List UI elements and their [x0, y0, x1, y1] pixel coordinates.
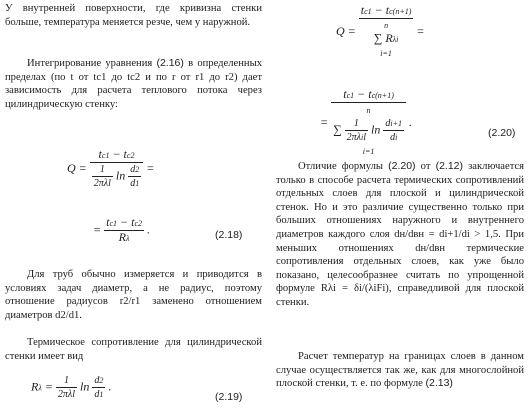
- equation-number-2-20: (2.20): [488, 127, 516, 139]
- paragraph-difference: [276, 160, 524, 310]
- integration-intro: Интегрирование уравнения: [27, 58, 153, 69]
- equation-2-20-form2: = tc1 − tc(n+1) n ∑ $\frac{1}{\text{2πλil}}$ ln $\frac{di+1}{di}$ i=1 .: [320, 87, 412, 156]
- equation-2-20-form1: Q = tc1 − tc(n+1) $^n$ ∑ Rλi i=1 =: [336, 3, 425, 58]
- ref-2-16: (2.16): [156, 57, 184, 69]
- difference-text: заключается только в способе расчета термических сопротивлений отдельных слоев для плоской и цилиндрической стенок. Но и это различие существенно только при больших отношениях наружного и внутреннего диаметров каждого слоя dн/dвн = di+1/di > 1,5. При меньших отношениях dн/dвн термические сопротивления отдельных слоев, как уже было показано, целесообразнее считать по упрощенной формуле Rλi = δi/(λiFi), справедливой для плоской стенки.: [276, 161, 525, 308]
- paragraph-layer-temperatures: [276, 350, 524, 391]
- paragraph-integration: [5, 57, 262, 111]
- ref-2-20: (2.20): [388, 160, 416, 172]
- paragraph-thermal-resistance: Термическое сопротивление для цилиндрической стенки имеет вид: [5, 337, 262, 362]
- equation-2-18-line2: = $\frac{tc1 - tc2}{R\lambda}$ .: [93, 215, 151, 244]
- equation-2-18-line1: Q = tc1 − tc2 $\frac{1}{\text{2πλl}}$ ln $\frac{d2}{d1}$ =: [67, 147, 155, 189]
- equation-number-2-19: (2.19): [215, 391, 243, 403]
- layer-temperatures-text: Расчет температур на границах слоев в данном случае осуществляется так же, как для многослойной плоской стенки, т. е. по формуле: [276, 351, 524, 390]
- ref-2-12: (2.12): [435, 160, 464, 172]
- integration-text: в определенных пределах (по t от tc1 до tc2 и по r от r1 до r2) дает зависимость для расчета теплового потока через цилиндрическую стенку:: [5, 58, 262, 110]
- ref-2-13: (2.13): [425, 377, 453, 390]
- equation-2-19: Rλ = $\frac{1}{\text{2πλl}}$ ln $\frac{d2}{d1}$ .: [31, 375, 112, 400]
- difference-from: от: [420, 161, 431, 172]
- eq18-fraction: tc1 − tc2 $\frac{1}{\text{2πλl}}$ ln $\frac{d2}{d1}$: [90, 148, 143, 190]
- difference-intro: Отличие формулы: [298, 161, 384, 172]
- equation-number-2-18: (2.18): [215, 229, 243, 241]
- paragraph-curvature: У внутренней поверхности, где кривизна стенки больше, температура меняется резче, чем у наружной.: [5, 3, 262, 28]
- paragraph-diameter: Для труб обычно измеряется и приводится в условиях задач диаметр, а не радиус, поэтому отношение радиусов r2/r1 заменено отношением диаметров d2/d1.: [5, 269, 262, 321]
